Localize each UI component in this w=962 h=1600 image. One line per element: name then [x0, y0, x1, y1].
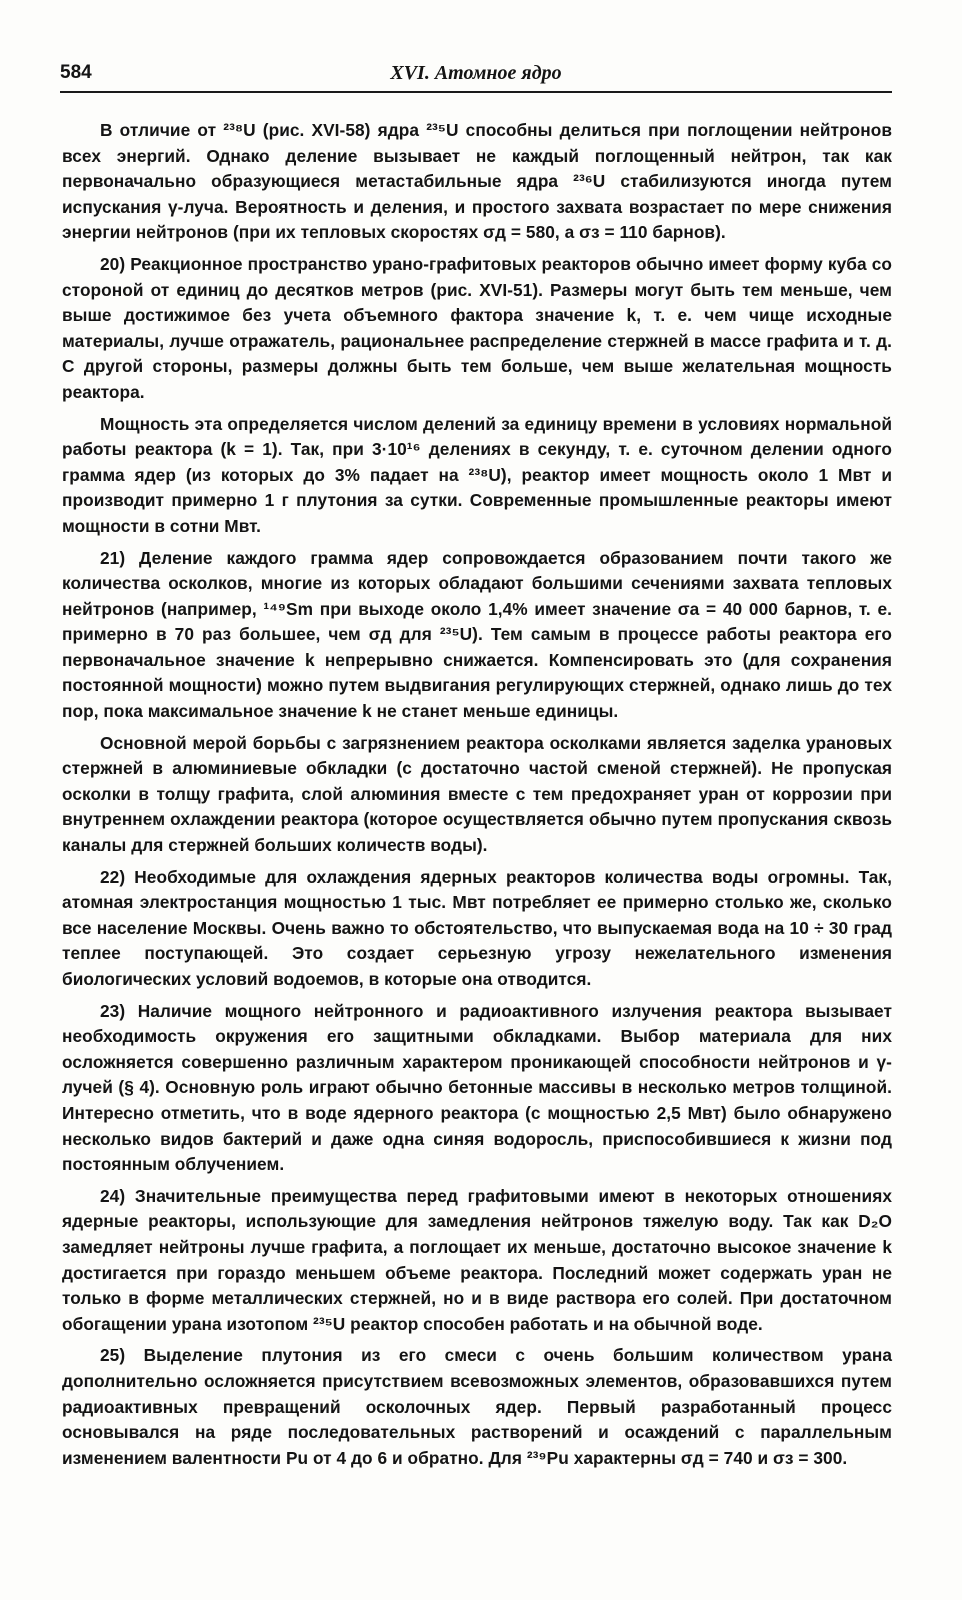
paragraph-note-24: 24) Значительные преимущества перед графитовыми имеют в некоторых отношениях ядерные реакторы, использующие для замедления нейтронов тяжелую воду. Так как D₂O замедляет нейтроны лучше графита, а поглощает их меньше, достаточно высокое значение k достигается при гораздо меньшем объеме реактора. Последний может содержать уран не только в форме металлических стержней, но и в виде раствора его солей. При достаточном обогащении урана изотопом ²³⁵U реактор способен работать и на обычной воде.	[62, 1185, 892, 1334]
paragraph-intro: В отличие от ²³⁸U (рис. XVI-58) ядра ²³⁵U способны делиться при поглощении нейтронов всех энергий. Однако деление вызывает не каждый поглощенный нейтрон, так как первоначально образующиеся метастабильные ядра ²³⁶U стабилизуются иногда путем испускания γ-луча. Вероятность и деления, и простого захвата возрастает по мере снижения энергии нейтронов (при их тепловых скоростях σд = 580, а σз = 110 барнов).	[62, 120, 892, 243]
paragraph-note-25: 25) Выделение плутония из его смеси с очень большим количеством урана дополнительно осложняется присутствием всевозможных элементов, образовавшихся путем радиоактивных превращений осколочных ядер. Первый разработанный процесс основывался на ряде последовательных растворений и осаждений с параллельным изменением валентности Pu от 4 до 6 и обратно. Для ²³⁹Pu характерны σд = 740 и σз = 300.	[62, 1345, 892, 1468]
running-title: XVI. Атомное ядро	[390, 62, 562, 84]
header-rule	[60, 91, 892, 93]
paragraph-note-23: 23) Наличие мощного нейтронного и радиоактивного излучения реактора вызывает необходимость окружения его защитными обкладками. Выбор материала для них осложняется совершенно различным характером проникающей способности нейтронов и γ-лучей (§ 4). Основную роль играют обычно бетонные массивы в несколько метров толщиной. Интересно отметить, что в воде ядерного реактора (с мощностью 2,5 Мвт) было обнаружено несколько видов бактерий и даже одна синяя водоросль, приспособившиеся к жизни под постоянным облучением.	[62, 1000, 892, 1175]
paragraph-note-22: 22) Необходимые для охлаждения ядерных реакторов количества воды огромны. Так, атомная электростанция мощностью 1 тыс. Мвт потребляет ее примерно столько же, сколько все население Москвы. Очень важно то обстоятельство, что выпускаемая вода на 10 ÷ 30 град теплее поступающей. Это создает серьезную угрозу нежелательного изменения биологических условий водоемов, в которые она отводится.	[62, 866, 892, 989]
page-header	[60, 62, 892, 90]
body-text	[62, 118, 892, 1471]
paragraph-power: Мощность эта определяется числом делений за единицу времени в условиях нормальной работы реактора (k = 1). Так, при 3·10¹⁶ делениях в секунду, т. е. суточном делении одного грамма ядер (из которых до 3% падает на ²³⁸U), реактор имеет мощность около 1 Мвт и производит примерно 1 г плутония за сутки. Современные промышленные реакторы имеют мощности в сотни Мвт.	[62, 413, 892, 536]
paragraph-note-20: 20) Реакционное пространство урано-графитовых реакторов обычно имеет форму куба со стороной от единиц до десятков метров (рис. XVI-51). Размеры могут быть тем меньше, чем выше достижимое без учета объемного фактора значение k, т. е. чем чище исходные материалы, лучше отражатель, рациональнее распределение стержней в массе графита и т. д. С другой стороны, размеры должны быть тем больше, чем выше желательная мощность реактора.	[62, 253, 892, 402]
paragraph-contamination: Основной мерой борьбы с загрязнением реактора осколками является заделка урановых стержней в алюминиевые обкладки (с достаточно частой сменой стержней). Не пропуская осколки в толщу графита, слой алюминия вместе с тем предохраняет уран от коррозии при внутреннем охлаждении реактора (которое осуществляется обычно путем пропускания сквозь каналы для стержней больших количеств воды).	[62, 732, 892, 856]
page-number: 584	[60, 62, 92, 83]
paragraph-note-21: 21) Деление каждого грамма ядер сопровождается образованием почти такого же количества осколков, многие из которых обладают большими сечениями захвата тепловых нейтронов (например, ¹⁴⁹Sm при выходе около 1,4% имеет значение σа = 40 000 барнов, т. е. примерно в 70 раз большее, чем σд для ²³⁵U). Тем самым в процессе работы реактора его первоначальное значение k непрерывно снижается. Компенсировать это (для сохранения постоянной мощности) можно путем выдвигания регулирующих стержней, однако лишь до тех пор, пока максимальное значение k не станет меньше единицы.	[62, 547, 892, 722]
